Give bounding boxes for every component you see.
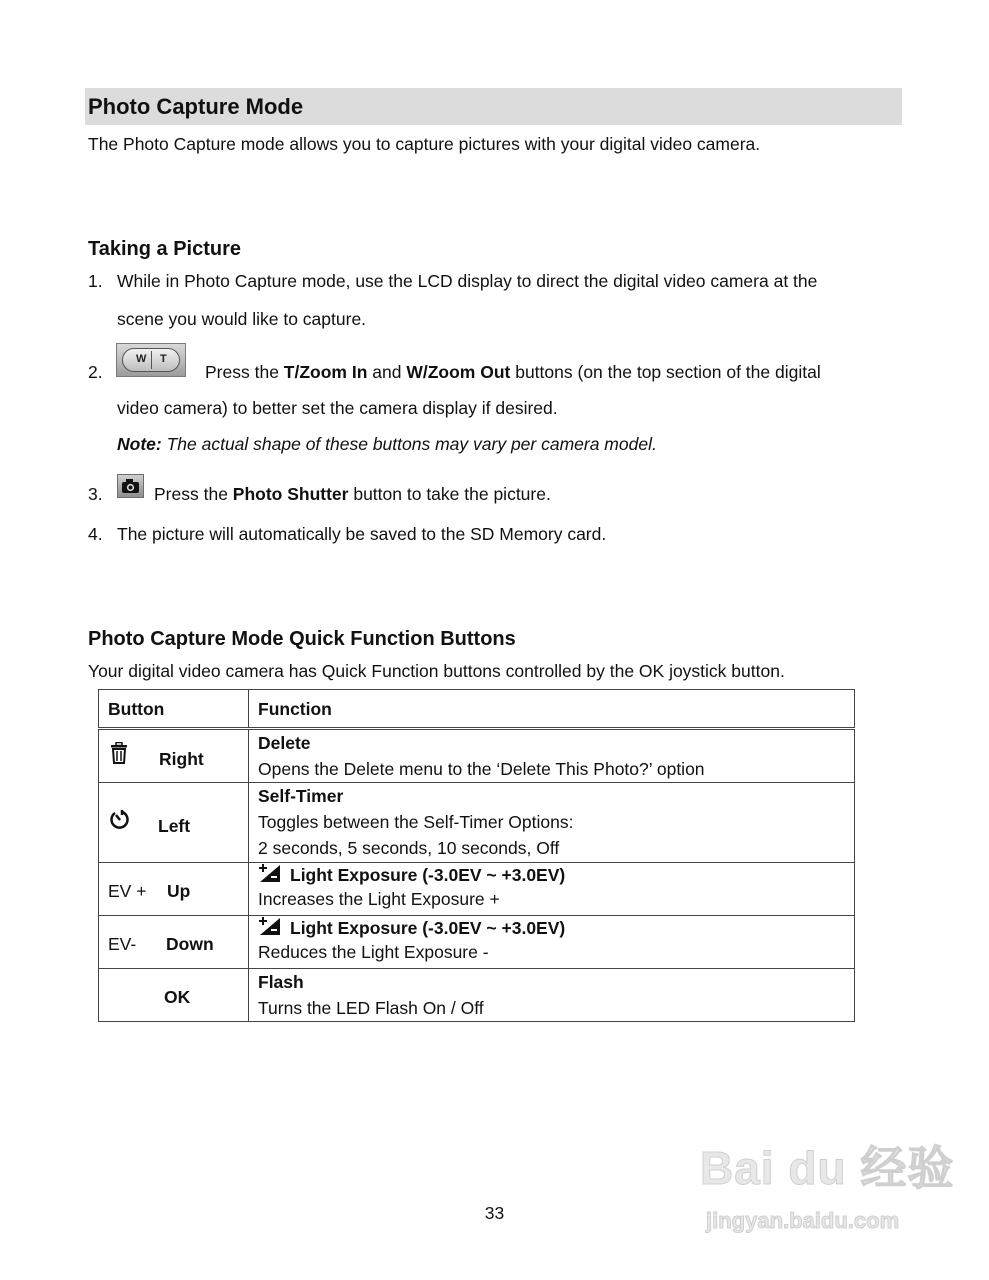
step-2-post: buttons (on the top section of the digital (510, 362, 821, 382)
taking-picture-heading: Taking a Picture (88, 238, 242, 260)
step-3-number: 3. (88, 484, 103, 504)
table-row (99, 729, 855, 783)
function-desc: Turns the LED Flash On / Off (258, 998, 484, 1018)
function-cell (249, 729, 855, 783)
function-desc: 2 seconds, 5 seconds, 10 seconds, Off (258, 838, 560, 858)
table-row (99, 863, 855, 916)
note (117, 433, 657, 455)
button-prefix: EV + (108, 881, 147, 901)
zoom-t-label: T (160, 353, 167, 365)
function-cell (249, 783, 855, 863)
table-header-row (99, 690, 855, 729)
step-2-line-1 (205, 361, 821, 383)
self-timer-icon (109, 809, 131, 831)
watermark-url: jingyan.baidu.com (706, 1208, 900, 1233)
function-title-line (258, 863, 854, 887)
step-4-number: 4. (88, 524, 103, 544)
note-label: Note: (117, 434, 162, 454)
photo-shutter-label: Photo Shutter (232, 484, 349, 504)
button-label-right: Right (159, 749, 204, 769)
function-cell (249, 969, 855, 1022)
header-button: Button (99, 690, 249, 729)
function-desc: Opens the Delete menu to the ‘Delete This Photo?’ option (258, 759, 705, 779)
button-cell (99, 729, 249, 783)
table-row (99, 916, 855, 969)
watermark-logo: Bai du 经验 (700, 1142, 955, 1194)
step-2-number: 2. (88, 362, 103, 382)
button-cell (99, 969, 249, 1022)
table-row (99, 969, 855, 1022)
function-cell (249, 863, 855, 916)
button-cell (99, 783, 249, 863)
table-row (99, 783, 855, 863)
exposure-icon (258, 863, 284, 883)
trash-icon (110, 742, 128, 764)
quick-function-table (98, 689, 855, 1022)
function-title: Delete (258, 733, 311, 753)
quick-function-intro: Your digital video camera has Quick Function buttons controlled by the OK joystick button. (88, 661, 785, 681)
step-2-pre: Press the (205, 362, 284, 382)
function-desc: Reduces the Light Exposure - (258, 942, 489, 962)
button-label-ok: OK (164, 987, 191, 1007)
header-function: Function (249, 690, 855, 729)
function-title: Light Exposure (-3.0EV ~ +3.0EV) (290, 918, 566, 938)
step-2-mid: and (367, 362, 407, 382)
step-1-number: 1. (88, 271, 103, 291)
step-1-line-2: scene you would like to capture. (117, 309, 367, 329)
function-title: Light Exposure (-3.0EV ~ +3.0EV) (290, 865, 566, 885)
quick-function-heading: Photo Capture Mode Quick Function Buttons (88, 628, 516, 650)
camera-icon (117, 474, 144, 498)
button-label-down: Down (166, 934, 214, 954)
step-3-post: button to take the picture. (348, 484, 551, 504)
button-cell (99, 863, 249, 916)
section-title: Photo Capture Mode (88, 94, 304, 119)
section-intro: The Photo Capture mode allows you to capture pictures with your digital video camera. (88, 134, 761, 154)
function-cell (249, 916, 855, 969)
function-title-line (258, 916, 854, 940)
function-desc: Increases the Light Exposure + (258, 889, 500, 909)
function-title: Flash (258, 972, 304, 992)
step-4-text: The picture will automatically be saved to the SD Memory card. (117, 524, 607, 544)
page-number: 33 (484, 1203, 505, 1223)
exposure-icon (258, 916, 284, 936)
button-label-up: Up (167, 881, 191, 901)
button-cell (99, 916, 249, 969)
function-title: Self-Timer (258, 786, 344, 806)
step-1-line-1: While in Photo Capture mode, use the LCD display to direct the digital video camera at the (117, 271, 818, 291)
step-3-text (154, 483, 551, 505)
step-3-pre: Press the (154, 484, 233, 504)
zoom-w-label: W (136, 353, 147, 365)
step-2-line-2: video camera) to better set the camera display if desired. (117, 398, 558, 418)
button-prefix: EV- (108, 934, 137, 954)
note-text: The actual shape of these buttons may vary per camera model. (161, 434, 657, 454)
zoom-out-label: W/Zoom Out (406, 362, 511, 382)
zoom-in-label: T/Zoom In (283, 362, 368, 382)
function-desc: Toggles between the Self-Timer Options: (258, 812, 574, 832)
zoom-wt-button-icon (116, 343, 186, 377)
button-label-left: Left (158, 816, 191, 836)
